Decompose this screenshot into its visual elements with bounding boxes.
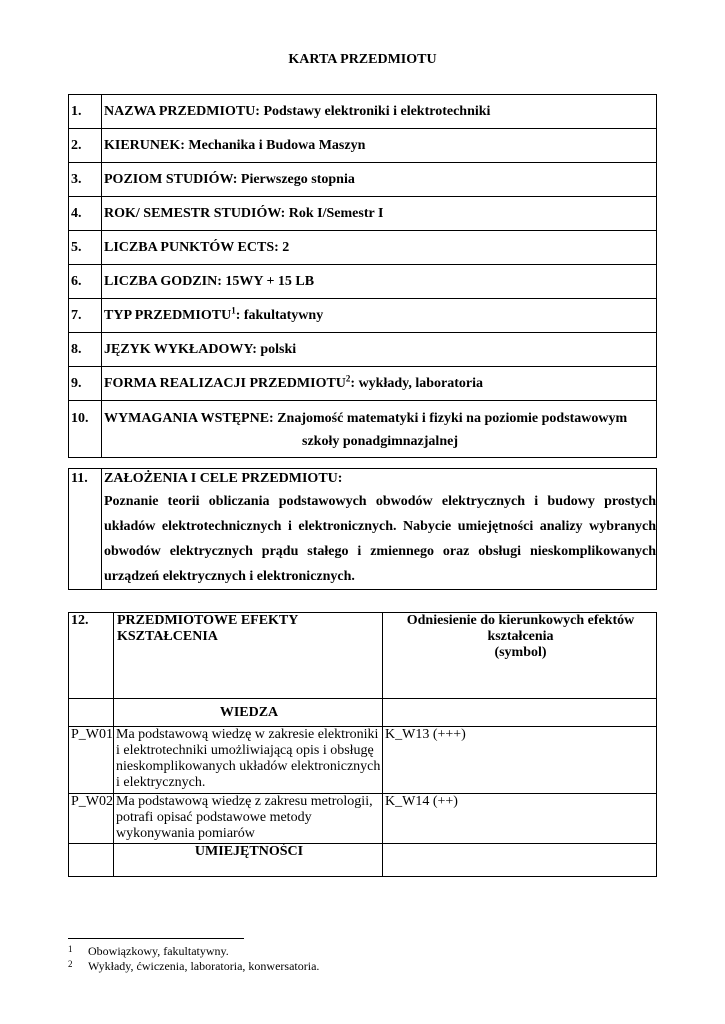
row-label: JĘZYK WYKŁADOWY: polski	[102, 333, 657, 367]
goals-heading: ZAŁOŻENIA I CELE PRZEDMIOTU:	[104, 471, 343, 486]
table-row	[69, 231, 657, 265]
footnote-divider	[68, 938, 244, 939]
goals-cell	[102, 469, 657, 590]
footnote-ref: 1	[231, 304, 236, 315]
row-label: KIERUNEK: Mechanika i Budowa Maszyn	[102, 129, 657, 163]
row-number: 9.	[69, 367, 102, 401]
table-row	[69, 794, 657, 844]
requirements-line-1: WYMAGANIA WSTĘPNE: Znajomość matematyki i fizyki na poziomie podstawowym	[104, 411, 628, 426]
table-row	[69, 163, 657, 197]
table-row	[69, 401, 657, 458]
table-header-row	[69, 613, 657, 699]
label-value: : wykłady, laboratoria	[350, 375, 484, 391]
row-label: LICZBA GODZIN: 15WY + 15 LB	[102, 265, 657, 299]
row-number: 3.	[69, 163, 102, 197]
row-label: NAZWA PRZEDMIOTU: Podstawy elektroniki i elektrotechniki	[102, 95, 657, 129]
table-row	[69, 95, 657, 129]
row-number: 5.	[69, 231, 102, 265]
footnote-mark: 2	[68, 959, 73, 969]
row-label	[102, 401, 657, 458]
table-row	[69, 299, 657, 333]
label-text: FORMA REALIZACJI PRZEDMIOTU	[104, 375, 346, 391]
row-number: 4.	[69, 197, 102, 231]
footnote	[68, 944, 229, 959]
row-number: 1.	[69, 95, 102, 129]
table-row	[69, 844, 657, 877]
section-skills: UMIEJĘTNOŚCI	[114, 844, 383, 877]
row-number: 8.	[69, 333, 102, 367]
document-title: KARTA PRZEDMIOTU	[288, 52, 437, 67]
row-label: POZIOM STUDIÓW: Pierwszego stopnia	[102, 163, 657, 197]
outcomes-header: PRZEDMIOTOWE EFEKTY KSZTAŁCENIA	[114, 613, 383, 699]
reference-header-line-3: (symbol)	[494, 645, 547, 660]
outcomes-table	[68, 612, 657, 877]
outcome-description: Ma podstawową wiedzę z zakresu metrologii, potrafi opisać podstawowe metody wykonywania pomiarów	[114, 794, 383, 844]
outcome-description: Ma podstawową wiedzę w zakresie elektroniki i elektrotechniki umożliwiającą opis i obsługę nieskomplikowanych układów elektronicznych i elektrycznych.	[114, 727, 383, 794]
row-number: 12.	[69, 613, 114, 699]
footnote	[68, 959, 319, 974]
reference-header-line-2: kształcenia	[487, 629, 554, 644]
reference-header	[383, 613, 657, 699]
reference-header-line-1: Odniesienie do kierunkowych efektów	[406, 613, 635, 628]
row-number: 6.	[69, 265, 102, 299]
footnote-mark: 1	[68, 944, 73, 954]
table-row	[69, 333, 657, 367]
section-knowledge: WIEDZA	[114, 699, 383, 727]
requirements-line-2: szkoły ponadgimnazjalnej	[302, 434, 458, 449]
table-row	[69, 469, 657, 590]
label-text: TYP PRZEDMIOTU	[104, 307, 232, 323]
row-number: 2.	[69, 129, 102, 163]
table-row	[69, 699, 657, 727]
footnote-text: Obowiązkowy, fakultatywny.	[88, 944, 229, 958]
table-row	[69, 129, 657, 163]
outcome-code: P_W02	[69, 794, 114, 844]
row-label	[102, 299, 657, 333]
goals-text: Poznanie teorii obliczania podstawowych obwodów elektrycznych i budowy prostych układów elektrotechnicznych i elektronicznych. Nabycie umiejętności analizy wybranych obwodów elektrycznych prądu stałego i zmiennego oraz obsługi nieskomplikowanych urządzeń elektrycznych i elektronicznych.	[104, 494, 656, 584]
row-number: 7.	[69, 299, 102, 333]
outcome-reference: K_W14 (++)	[383, 794, 657, 844]
label-value: : fakultatywny	[235, 307, 324, 323]
footnote-text: Wykłady, ćwiczenia, laboratoria, konwersatoria.	[88, 959, 320, 973]
goals-table	[68, 468, 657, 590]
row-number: 11.	[69, 469, 102, 590]
row-label: LICZBA PUNKTÓW ECTS: 2	[102, 231, 657, 265]
table-row	[69, 727, 657, 794]
outcome-code: P_W01	[69, 727, 114, 794]
row-label: ROK/ SEMESTR STUDIÓW: Rok I/Semestr I	[102, 197, 657, 231]
footnote-ref: 2	[345, 372, 351, 383]
table-row	[69, 197, 657, 231]
table-row	[69, 367, 657, 401]
general-info-table	[68, 94, 657, 458]
row-label	[102, 367, 657, 401]
row-number: 10.	[69, 401, 102, 458]
outcome-reference: K_W13 (+++)	[383, 727, 657, 794]
table-row	[69, 265, 657, 299]
